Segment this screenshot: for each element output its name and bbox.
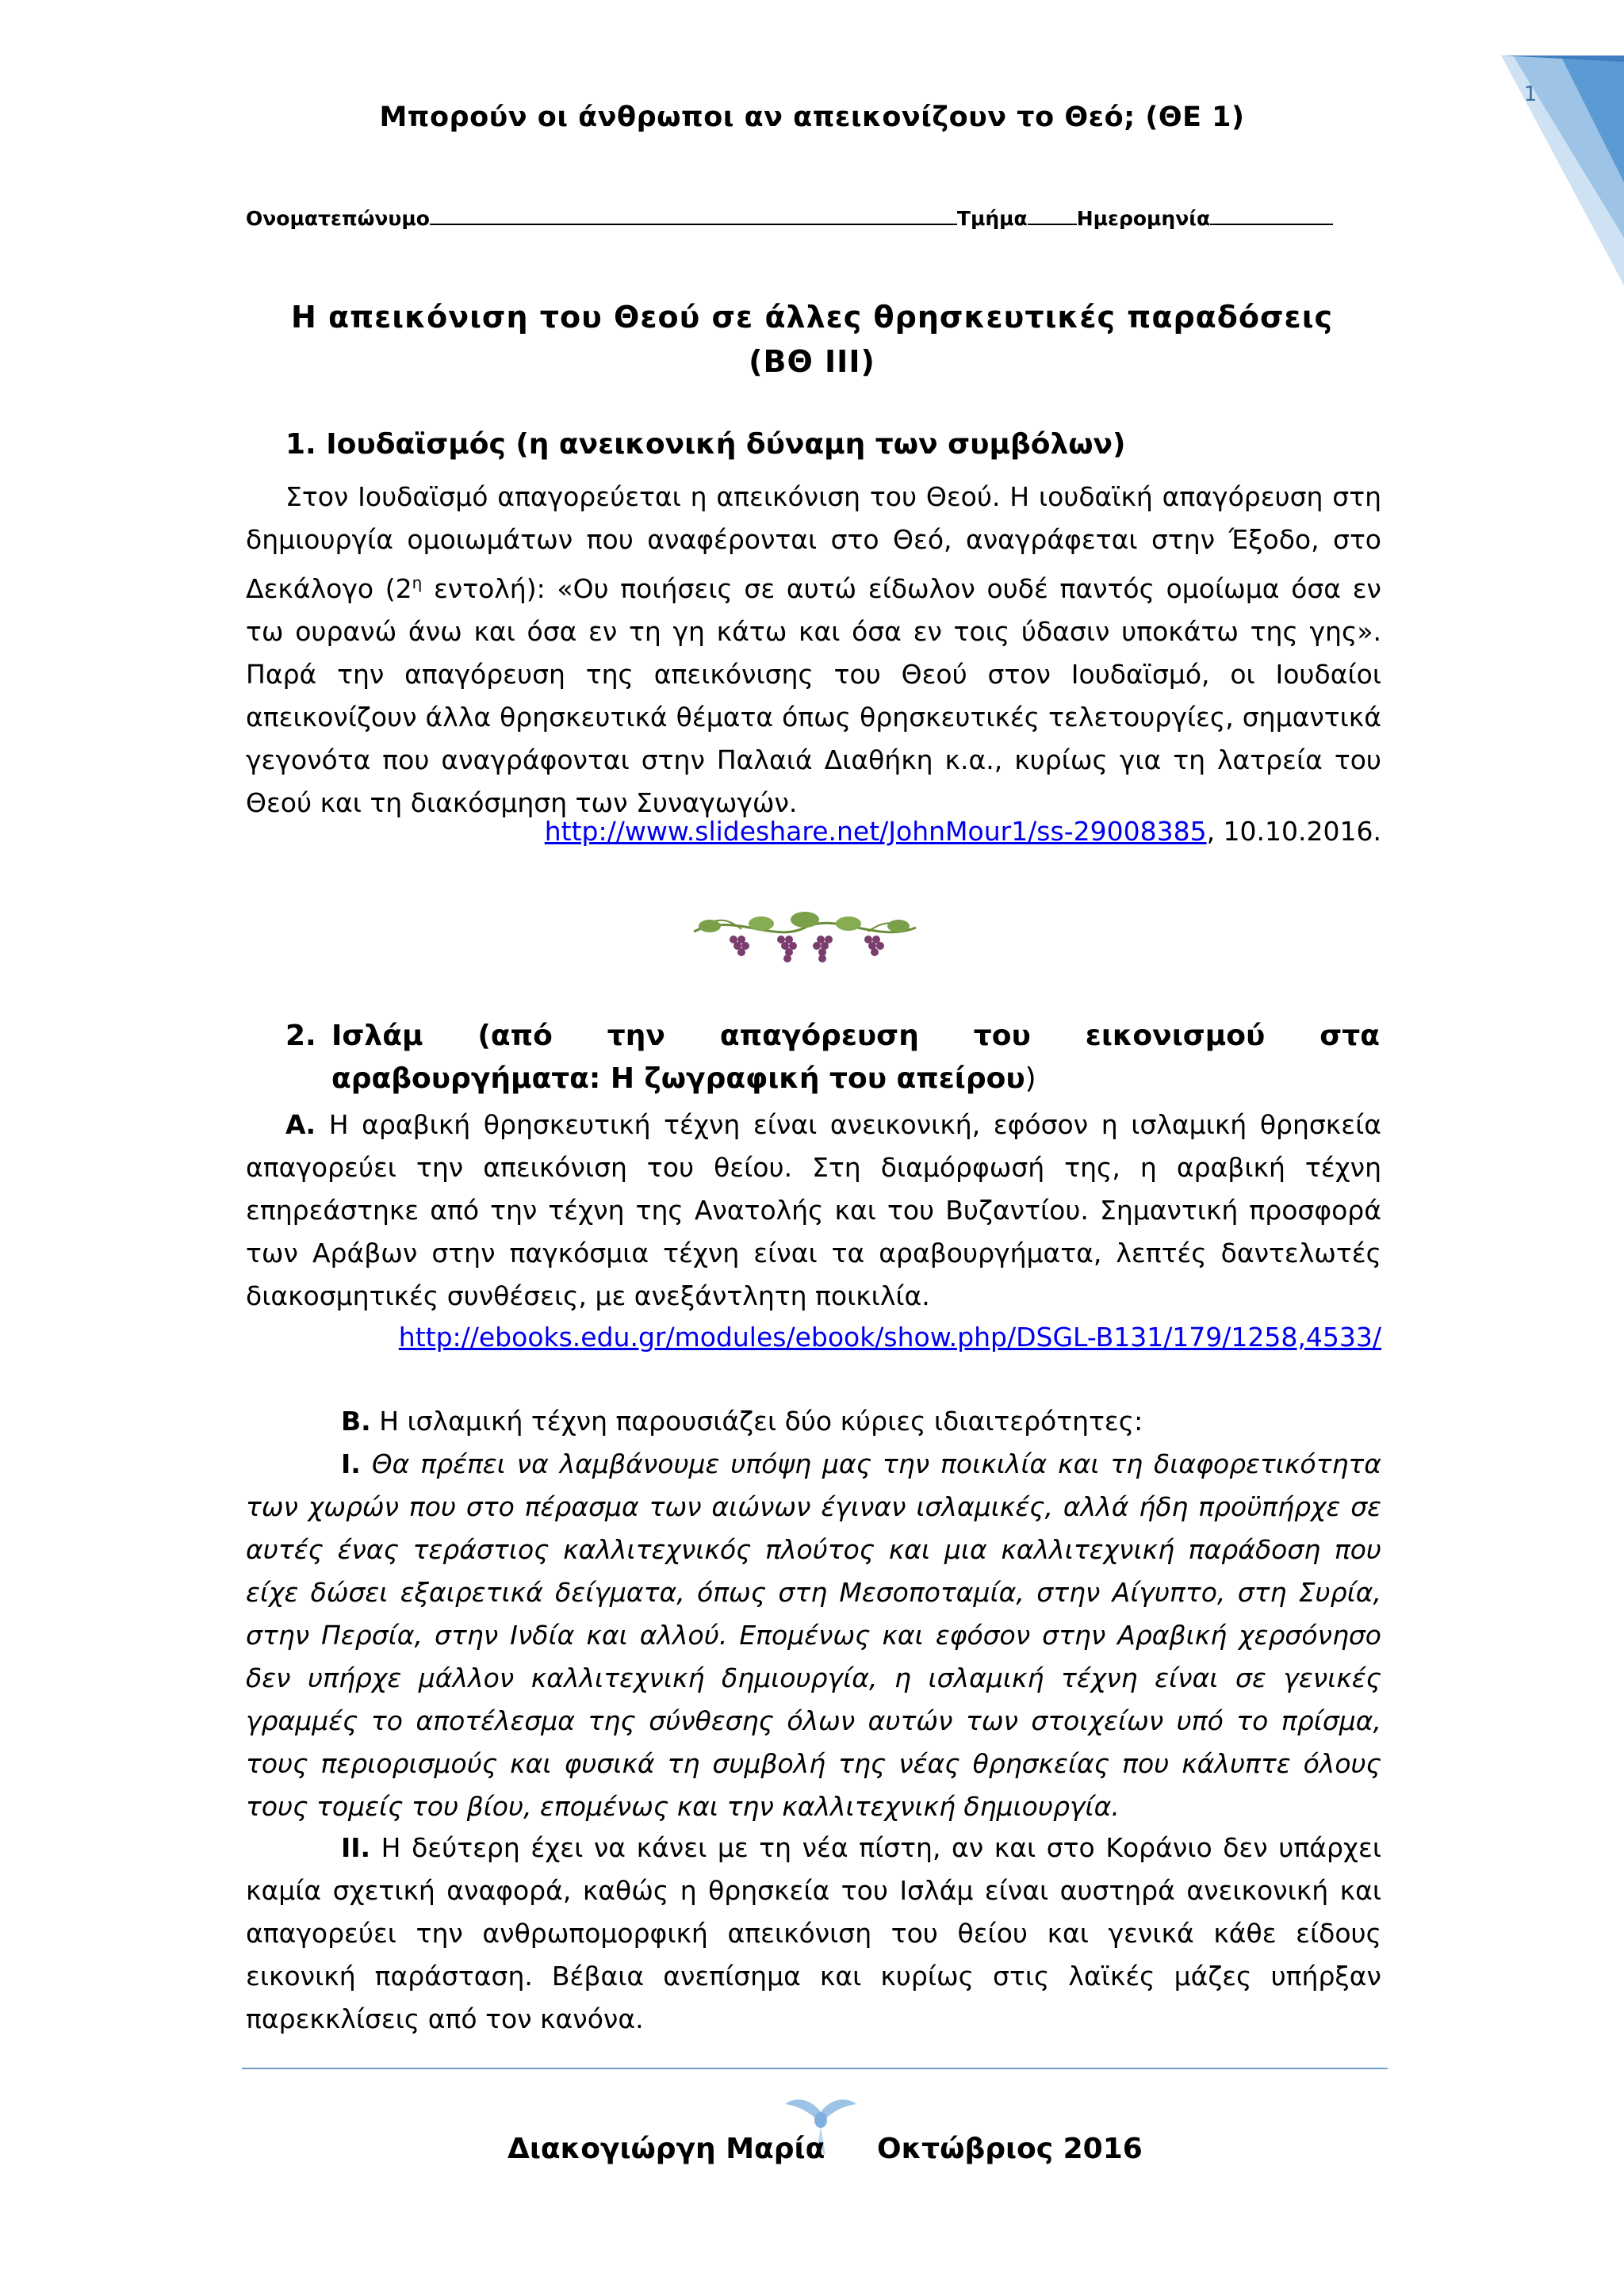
footer-rule bbox=[242, 2068, 1388, 2069]
judaism-superscript: η bbox=[412, 573, 423, 592]
islam-heading bbox=[285, 1015, 1380, 1100]
islam-text-a: Η αραβική θρησκευτική τέχνη είναι ανεικονική, εφόσον η ισλαμική θρησκεία απαγορεύει την απεικόνιση του θείου. Στη διαμόρφωσή της, η αραβική τέχνη επηρεάστηκε από την τέχνη της Ανατολής και του Βυζαντίου. Σημαντική προσφορά των Αράβων στην παγκόσμια τέχνη είναι τα αραβουργήματα, λεπτές δαντελωτές διακοσμητικές συνθέσεις, με ανεξάντλητη ποικιλία. bbox=[246, 1109, 1381, 1311]
grapevine-ornament bbox=[686, 896, 924, 975]
judaism-paragraph bbox=[246, 476, 1381, 825]
judaism-heading: 1. Ιουδαϊσμός (η ανεικονική δύναμη των συμβόλων) bbox=[285, 428, 1126, 461]
islam-heading-text: Ισλάμ (από την απαγόρευση του εικονισμού στα αραβουργήματα: Η ζωγραφική του απείρου bbox=[331, 1020, 1380, 1095]
islam-heading-number: 2. bbox=[285, 1020, 316, 1052]
date-label: Ημερομηνία bbox=[1076, 207, 1211, 230]
ebooks-link[interactable]: http://ebooks.edu.gr/modules/ebook/show.php/DSGL-B131/179/1258,4533/ bbox=[398, 1322, 1381, 1353]
name-date-line bbox=[246, 203, 1372, 230]
islam-paragraph-i bbox=[246, 1443, 1381, 1828]
footer-date: Οκτώβριος 2016 bbox=[877, 2133, 1143, 2165]
section-title bbox=[0, 295, 1624, 384]
judaism-text-a: Στον Ιουδαϊσμό απαγορεύεται η απεικόνιση του Θεού. Η ιουδαϊκή απαγόρευση στη δημιουργία ομοιωμάτων που αναφέρονται στο Θεό, αναγράφεται στην Έξοδο, στο Δεκάλογο (2 bbox=[246, 481, 1381, 604]
islam-text-b: Η ισλαμική τέχνη παρουσιάζει δύο κύριες ιδιαιτερότητες: bbox=[370, 1406, 1143, 1437]
judaism-reference bbox=[246, 810, 1381, 853]
judaism-text-b: εντολή): «Ου ποιήσεις σε αυτώ είδωλον ουδέ παντός ομοίωμα όσα εν τω ουρανώ άνω και όσα εν τη γη κάτω και όσα εν τοις ύδασιν υποκάτω της γης». Παρά την απαγόρευση της απεικόνισης του Θεού στον Ιουδαϊσμό, οι Ιουδαίοι απεικονίζουν άλλα θρησκευτικά θέματα όπως θρησκευτικές τελετουργίες, σημαντικά γεγονότα που αναγράφονται στην Παλαιά Διαθήκη κ.α., κυρίως για τη λατρεία του Θεού και τη διακόσμηση των Συναγωγών. bbox=[246, 573, 1381, 818]
section-title-line1: Η απεικόνιση του Θεού σε άλλες θρησκευτικές παραδόσεις bbox=[290, 300, 1334, 335]
label-a: Α. bbox=[285, 1109, 316, 1140]
class-blank bbox=[1028, 203, 1077, 225]
islam-reference bbox=[246, 1316, 1381, 1359]
footer-author: Διακογιώργη Μαρία bbox=[508, 2133, 825, 2165]
label-i: Ι. bbox=[341, 1448, 361, 1479]
class-label: Τμήμα bbox=[956, 207, 1028, 230]
islam-paragraph-a bbox=[246, 1104, 1381, 1318]
slideshare-link[interactable]: http://www.slideshare.net/JohnMour1/ss-29008385 bbox=[544, 816, 1207, 847]
islam-heading-close: ) bbox=[1025, 1062, 1036, 1095]
page-number: 1 bbox=[1523, 82, 1538, 106]
section-title-line2: (ΒΘ ΙΙΙ) bbox=[749, 344, 875, 379]
islam-text-ii: Η δεύτερη έχει να κάνει με τη νέα πίστη, αν και στο Κοράνιο δεν υπάρχει καμία σχετική αναφορά, καθώς η θρησκεία του Ισλάμ είναι αυστηρά ανεικονική και απαγορεύει την ανθρωπομορφική απεικόνιση του θείου και γενικά κάθε είδους εικονική παράσταση. Βέβαια ανεπίσημα και κυρίως στις λαϊκές μάζες υπήρξαν παρεκκλίσεις από τον κανόνα. bbox=[246, 1832, 1381, 2034]
date-blank bbox=[1210, 203, 1333, 225]
islam-text-i-italic: Θα πρέπει να λαμβάνουμε υπόψη μας την ποικιλία και τη διαφορετικότητα των χωρών που στο πέρασμα των αιώνων έγιναν ισλαμικές, αλλά ήδη προϋπήρχε σε αυτές ένας τεράστιος καλλιτεχνικός πλούτος και μια καλλιτεχνική παράδοση που είχε δώσει εξαιρετικά δείγματα, όπως στη Μεσοποταμία, στην Αίγυπτο, στη Συρία, στην Περσία, στην Ινδία και αλλού. Επομένως και εφόσον στην Αραβική χερσόνησο δεν υπήρχε μάλλον καλλιτεχνική δημιουργία, η ισλαμική τέχνη είναι σε γενικές γραμμές το αποτέλεσμα της σύνθεσης όλων αυτών των στοιχείων υπό το πρίσμα, τους περιορισμούς και φυσικά τη συμβολή της νέας θρησκείας που κάλυπτε όλους τους τομείς του βίου, επομένως και την καλλιτεχνική δημιουργία. bbox=[246, 1448, 1381, 1822]
header-title: Μπορούν οι άνθρωποι αν απεικονίζουν το Θεό; (ΘΕ 1) bbox=[379, 101, 1245, 133]
corner-decoration bbox=[1323, 0, 1624, 285]
label-ii: ΙΙ. bbox=[341, 1832, 371, 1863]
islam-paragraph-ii bbox=[246, 1827, 1381, 2041]
name-blank bbox=[430, 203, 957, 225]
name-label: Ονοματεπώνυμο bbox=[246, 207, 430, 230]
reference-date: , 10.10.2016. bbox=[1206, 816, 1381, 847]
islam-paragraph-b bbox=[246, 1400, 1381, 1443]
label-b: Β. bbox=[341, 1406, 371, 1437]
